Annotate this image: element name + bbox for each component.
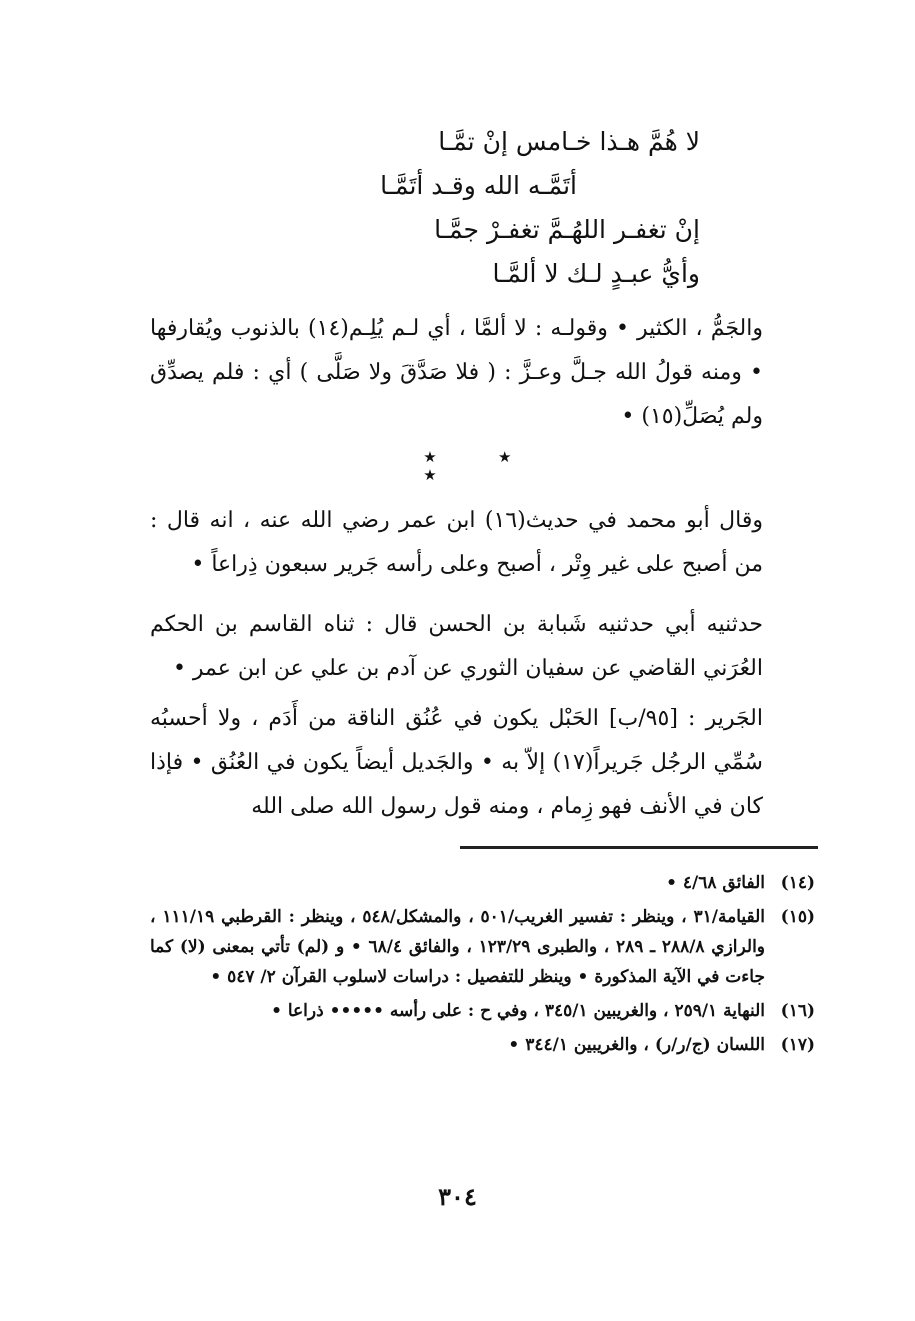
footnote-15 — [150, 902, 815, 992]
paragraph-4: الجَرير : [٩٥/ب] الحَبْل يكون في عُنُق الناقة من أَدَم ، ولا أحسبُه سُمِّي الرجُل جَريراً(١٧) إلاّ به • والجَديل أيضاً يكون في العُنُق • فإذا كان في الأنف فهو زِمام ، ومنه قول رسول الله صلى الله — [150, 706, 763, 819]
section-divider — [395, 448, 575, 484]
paragraph-3: حدثنيه أبي حدثنيه شَبابة بن الحسن قال : ثناه القاسم بن الحكم العُرَني القاضي عن سفيان الثوري عن آدم بن علي عن ابن عمر • — [150, 612, 763, 681]
page-number: ٣٠٤ — [438, 1182, 477, 1211]
footnote-number: (١٦) — [780, 1001, 815, 1021]
paragraph-2: وقال أبو محمد في حديث(١٦) ابن عمر رضي الله عنه ، انه قال : من أصبح على غير وِتْر ، أصبح وعلى رأسه جَرير سبعون ذِراعاً • — [150, 508, 763, 577]
footnote-number: (١٧) — [780, 1035, 815, 1055]
paragraph-1: والجَمُّ ، الكثير • وقولـه : لا ألمَّا ، أي لـم يُلِـم(١٤) بالذنوب ويُقارفها • ومنه قولُ الله جـلَّ وعـزَّ : ( فلا صَدَّقَ ولا صَلَّى ) أي : فلم يصدِّق ولم يُصَلِّ(١٥) • — [150, 316, 763, 429]
footnote-14 — [150, 868, 815, 898]
verse-line-4: وأيُّ عبـدٍ لـك لا ألمَّـا — [492, 259, 700, 288]
star-icon: ★ — [423, 448, 437, 466]
footnotes — [150, 868, 815, 1064]
footnote-text: الفائق ٤/٦٨ • — [666, 873, 765, 893]
verse-line-1: لا هُمَّ هـذا خـامس إنْ تمَّـا — [438, 127, 700, 156]
verse-line-2: أتَمَّـه الله وقـد أتَمَّـا — [380, 171, 577, 200]
footnote-number: (١٥) — [780, 907, 815, 927]
footnote-text: النهاية ٢٥٩/١ ، والغريبين ٣٤٥/١ ، وفي ح : على رأسه ••••• ذراعا • — [271, 1001, 765, 1021]
footnote-divider — [460, 846, 818, 849]
footnote-text: القيامة/٣١ ، وينظر : تفسير الغريب/٥٠١ ، والمشكل/٥٤٨ ، وينظر : القرطبي ١١١/١٩ ، والرازي ٢٨٨/٨ ـ ٢٨٩ ، والطبرى ١٢٣/٢٩ ، والفائق ٦٨/٤ • و (لم) تأتي بمعنى (لا) كما جاءت في الآية المذكورة • وينظر للتفصيل : دراسات لاسلوب القرآن ٢/ ٥٤٧ • — [150, 907, 766, 987]
footnote-text: اللسان (ج/ر/ر) ، والغريبين ٣٤٤/١ • — [508, 1035, 765, 1055]
star-icon: ★ — [498, 448, 512, 466]
verse-line-3: إنْ تغفـر اللهُـمَّ تغفـرْ جمَّـا — [434, 215, 700, 244]
footnote-17 — [150, 1030, 815, 1060]
footnote-number: (١٤) — [780, 873, 815, 893]
footnote-16 — [150, 996, 815, 1026]
star-icon: ★ — [423, 466, 437, 484]
